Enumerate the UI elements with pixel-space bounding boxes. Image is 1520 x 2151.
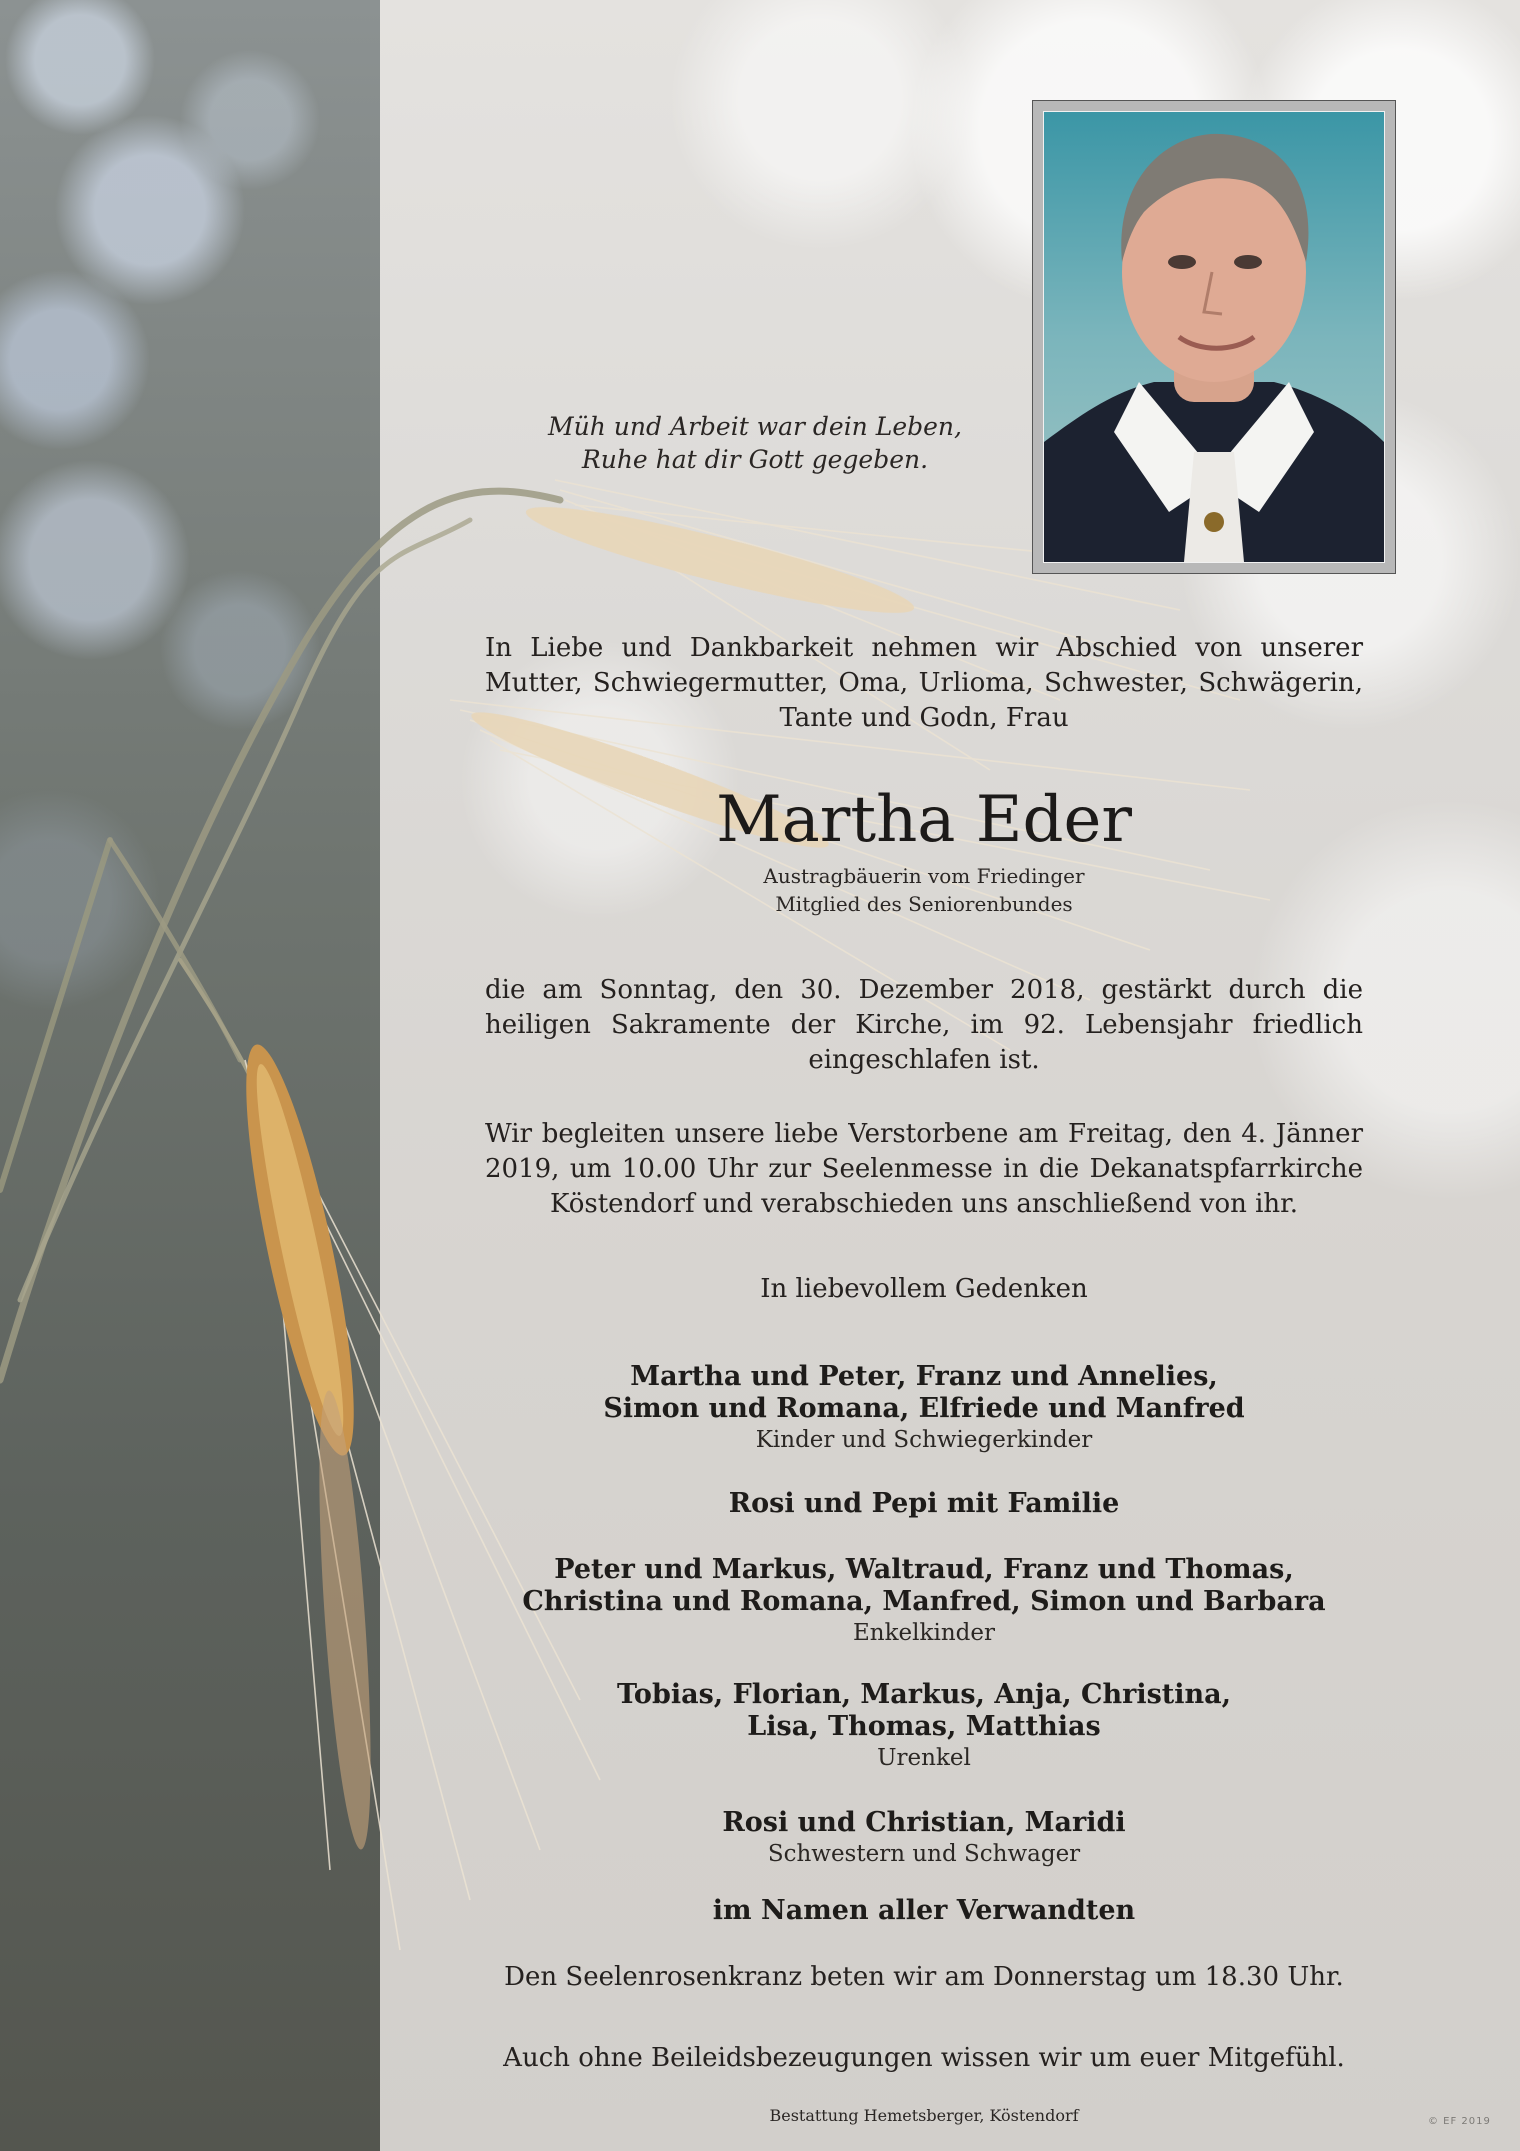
portrait-photo: [1043, 111, 1385, 563]
funeral-details-text: Wir begleiten unsere liebe Verstorbene am Freitag, den 4. Jänner 2019, um 10.00 Uhr zur Seelenmesse in die Dekanatspfarrkirche Köstendorf und verabschieden uns anschließend von ihr.: [485, 1119, 1363, 1219]
mourner-group: [485, 1361, 1363, 1455]
mourner-names: im Namen aller Verwandten: [712, 1895, 1136, 1926]
mourner-group: [485, 1488, 1363, 1520]
mourner-names: Christina und Romana, Manfred, Simon und Barbara: [522, 1586, 1326, 1617]
mourner-names: Rosi und Christian, Maridi: [722, 1807, 1126, 1838]
mourner-relation: Urenkel: [877, 1745, 971, 1771]
copyright-mark: © EF 2019: [1428, 2116, 1491, 2127]
motto: [480, 410, 1030, 476]
mourner-group: [485, 1895, 1363, 1927]
motto-line: Ruhe hat dir Gott gegeben.: [581, 445, 929, 474]
deceased-name: Martha Eder: [716, 783, 1132, 857]
mourner-relation: Schwestern und Schwager: [767, 1841, 1081, 1867]
deceased-role: Austragbäuerin vom Friedinger: [763, 864, 1085, 888]
mourner-group: [485, 1554, 1363, 1648]
condolence-text: Auch ohne Beileidsbezeugungen wissen wir um euer Mitgefühl.: [503, 2043, 1345, 2073]
mourner-names: Peter und Markus, Waltraud, Franz und Thomas,: [554, 1554, 1294, 1585]
mourner-names: Martha und Peter, Franz und Annelies,: [630, 1361, 1218, 1392]
remembrance-heading: In liebevollem Gedenken: [760, 1274, 1088, 1304]
mourner-names: Tobias, Florian, Markus, Anja, Christina,: [616, 1679, 1232, 1710]
portrait-frame: [1032, 100, 1396, 574]
mourner-names: Simon und Romana, Elfriede und Manfred: [603, 1393, 1245, 1424]
motto-line: Müh und Arbeit war dein Leben,: [548, 412, 962, 441]
deceased-membership: Mitglied des Seniorenbundes: [775, 892, 1073, 916]
mourner-relation: Enkelkinder: [853, 1620, 995, 1646]
intro-text: In Liebe und Dankbarkeit nehmen wir Abschied von unserer Mutter, Schwiegermutter, Oma, Urlioma, Schwester, Schwägerin, Tante und Godn, Frau: [485, 633, 1363, 733]
mourner-group: [485, 1807, 1363, 1869]
mourner-relation: Kinder und Schwiegerkinder: [755, 1427, 1093, 1453]
mourner-names: Rosi und Pepi mit Familie: [728, 1488, 1120, 1519]
mourner-group: [485, 1679, 1363, 1773]
funeral-home-footer: Bestattung Hemetsberger, Köstendorf: [769, 2106, 1079, 2125]
death-notice-text: die am Sonntag, den 30. Dezember 2018, gestärkt durch die heiligen Sakramente der Kirche, im 92. Lebensjahr friedlich eingeschlafen ist.: [485, 975, 1363, 1075]
rosary-text: Den Seelenrosenkranz beten wir am Donnerstag um 18.30 Uhr.: [504, 1962, 1344, 1992]
mourner-names: Lisa, Thomas, Matthias: [747, 1711, 1101, 1742]
